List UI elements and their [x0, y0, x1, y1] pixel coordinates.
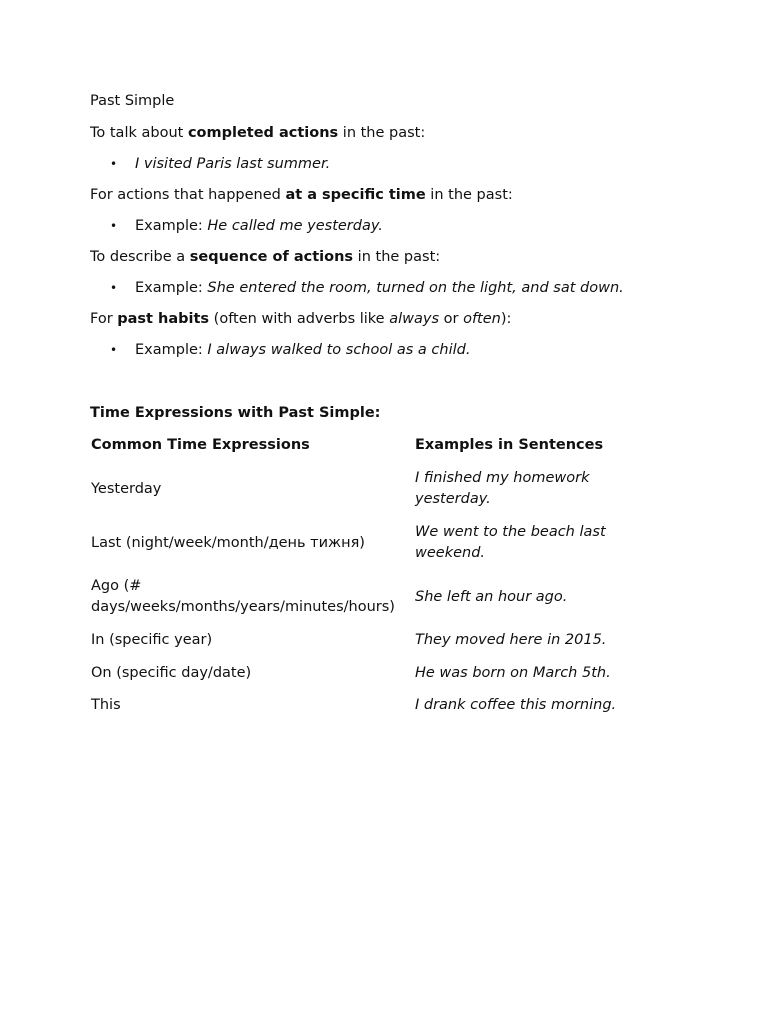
- intro-text: in the past:: [338, 125, 426, 141]
- intro-bold-text: completed actions: [187, 125, 339, 141]
- use-intro-specific-time: [90, 185, 513, 205]
- example-label: Example:: [135, 342, 208, 358]
- example-italic-text: I visited Paris last summer.: [135, 156, 331, 172]
- example-sentence: [135, 340, 470, 360]
- example-sentence: [135, 216, 383, 236]
- intro-bold-text: sequence of actions: [189, 249, 354, 265]
- example-label: Example:: [135, 218, 208, 234]
- section-heading-text: Time Expressions with Past Simple:: [90, 405, 381, 421]
- intro-bold-text: past habits: [117, 311, 210, 327]
- intro-italic-text: always: [389, 311, 440, 327]
- bullet-icon: •: [110, 157, 118, 171]
- table-cell-expression: This: [91, 697, 121, 713]
- use-intro-completed-actions: [90, 123, 425, 143]
- intro-text: (often with adverbs like: [209, 311, 390, 327]
- column-header: Examples in Sentences: [415, 437, 604, 453]
- intro-text: For actions that happened: [90, 187, 286, 203]
- example-sentence: [135, 278, 624, 298]
- example-italic-text: I always walked to school as a child.: [207, 342, 471, 358]
- table-cell-example: They moved here in 2015.: [415, 632, 607, 648]
- bullet-icon: •: [110, 343, 118, 357]
- intro-text: To describe a: [90, 249, 190, 265]
- table-cell-expression: Yesterday: [91, 481, 162, 497]
- example-label: Example:: [135, 280, 208, 296]
- column-header: Common Time Expressions: [91, 437, 310, 453]
- section-heading: [90, 403, 380, 423]
- intro-text: or: [439, 311, 464, 327]
- bullet-icon: •: [110, 219, 118, 233]
- intro-text: in the past:: [425, 187, 513, 203]
- bullet-icon: •: [110, 281, 118, 295]
- intro-text: To talk about: [90, 125, 188, 141]
- intro-italic-text: often: [463, 311, 501, 327]
- use-intro-sequence: [90, 247, 440, 267]
- table-cell-example: We went to the beach last weekend.: [415, 524, 606, 561]
- table-cell-example: I finished my homework yesterday.: [415, 470, 590, 507]
- table-cell-example: I drank coffee this morning.: [415, 697, 617, 713]
- table-cell-expression: In (specific year): [91, 632, 213, 648]
- table-cell-expression: Ago (# days/weeks/months/years/minutes/hours): [91, 578, 395, 615]
- intro-text: in the past:: [353, 249, 441, 265]
- page-title: Past Simple: [90, 93, 175, 109]
- intro-text: ):: [500, 311, 512, 327]
- table-cell-example: She left an hour ago.: [415, 589, 568, 605]
- intro-bold-text: at a specific time: [285, 187, 426, 203]
- intro-text: For: [90, 311, 118, 327]
- table-cell-expression: Last (night/week/month/день тижня): [91, 535, 365, 551]
- example-sentence: [135, 154, 330, 174]
- table-cell-example: He was born on March 5th.: [415, 665, 611, 681]
- example-italic-text: He called me yesterday.: [207, 218, 383, 234]
- use-intro-past-habits: [90, 309, 511, 329]
- example-italic-text: She entered the room, turned on the light, and sat down.: [207, 280, 624, 296]
- table-cell-expression: On (specific day/date): [91, 665, 252, 681]
